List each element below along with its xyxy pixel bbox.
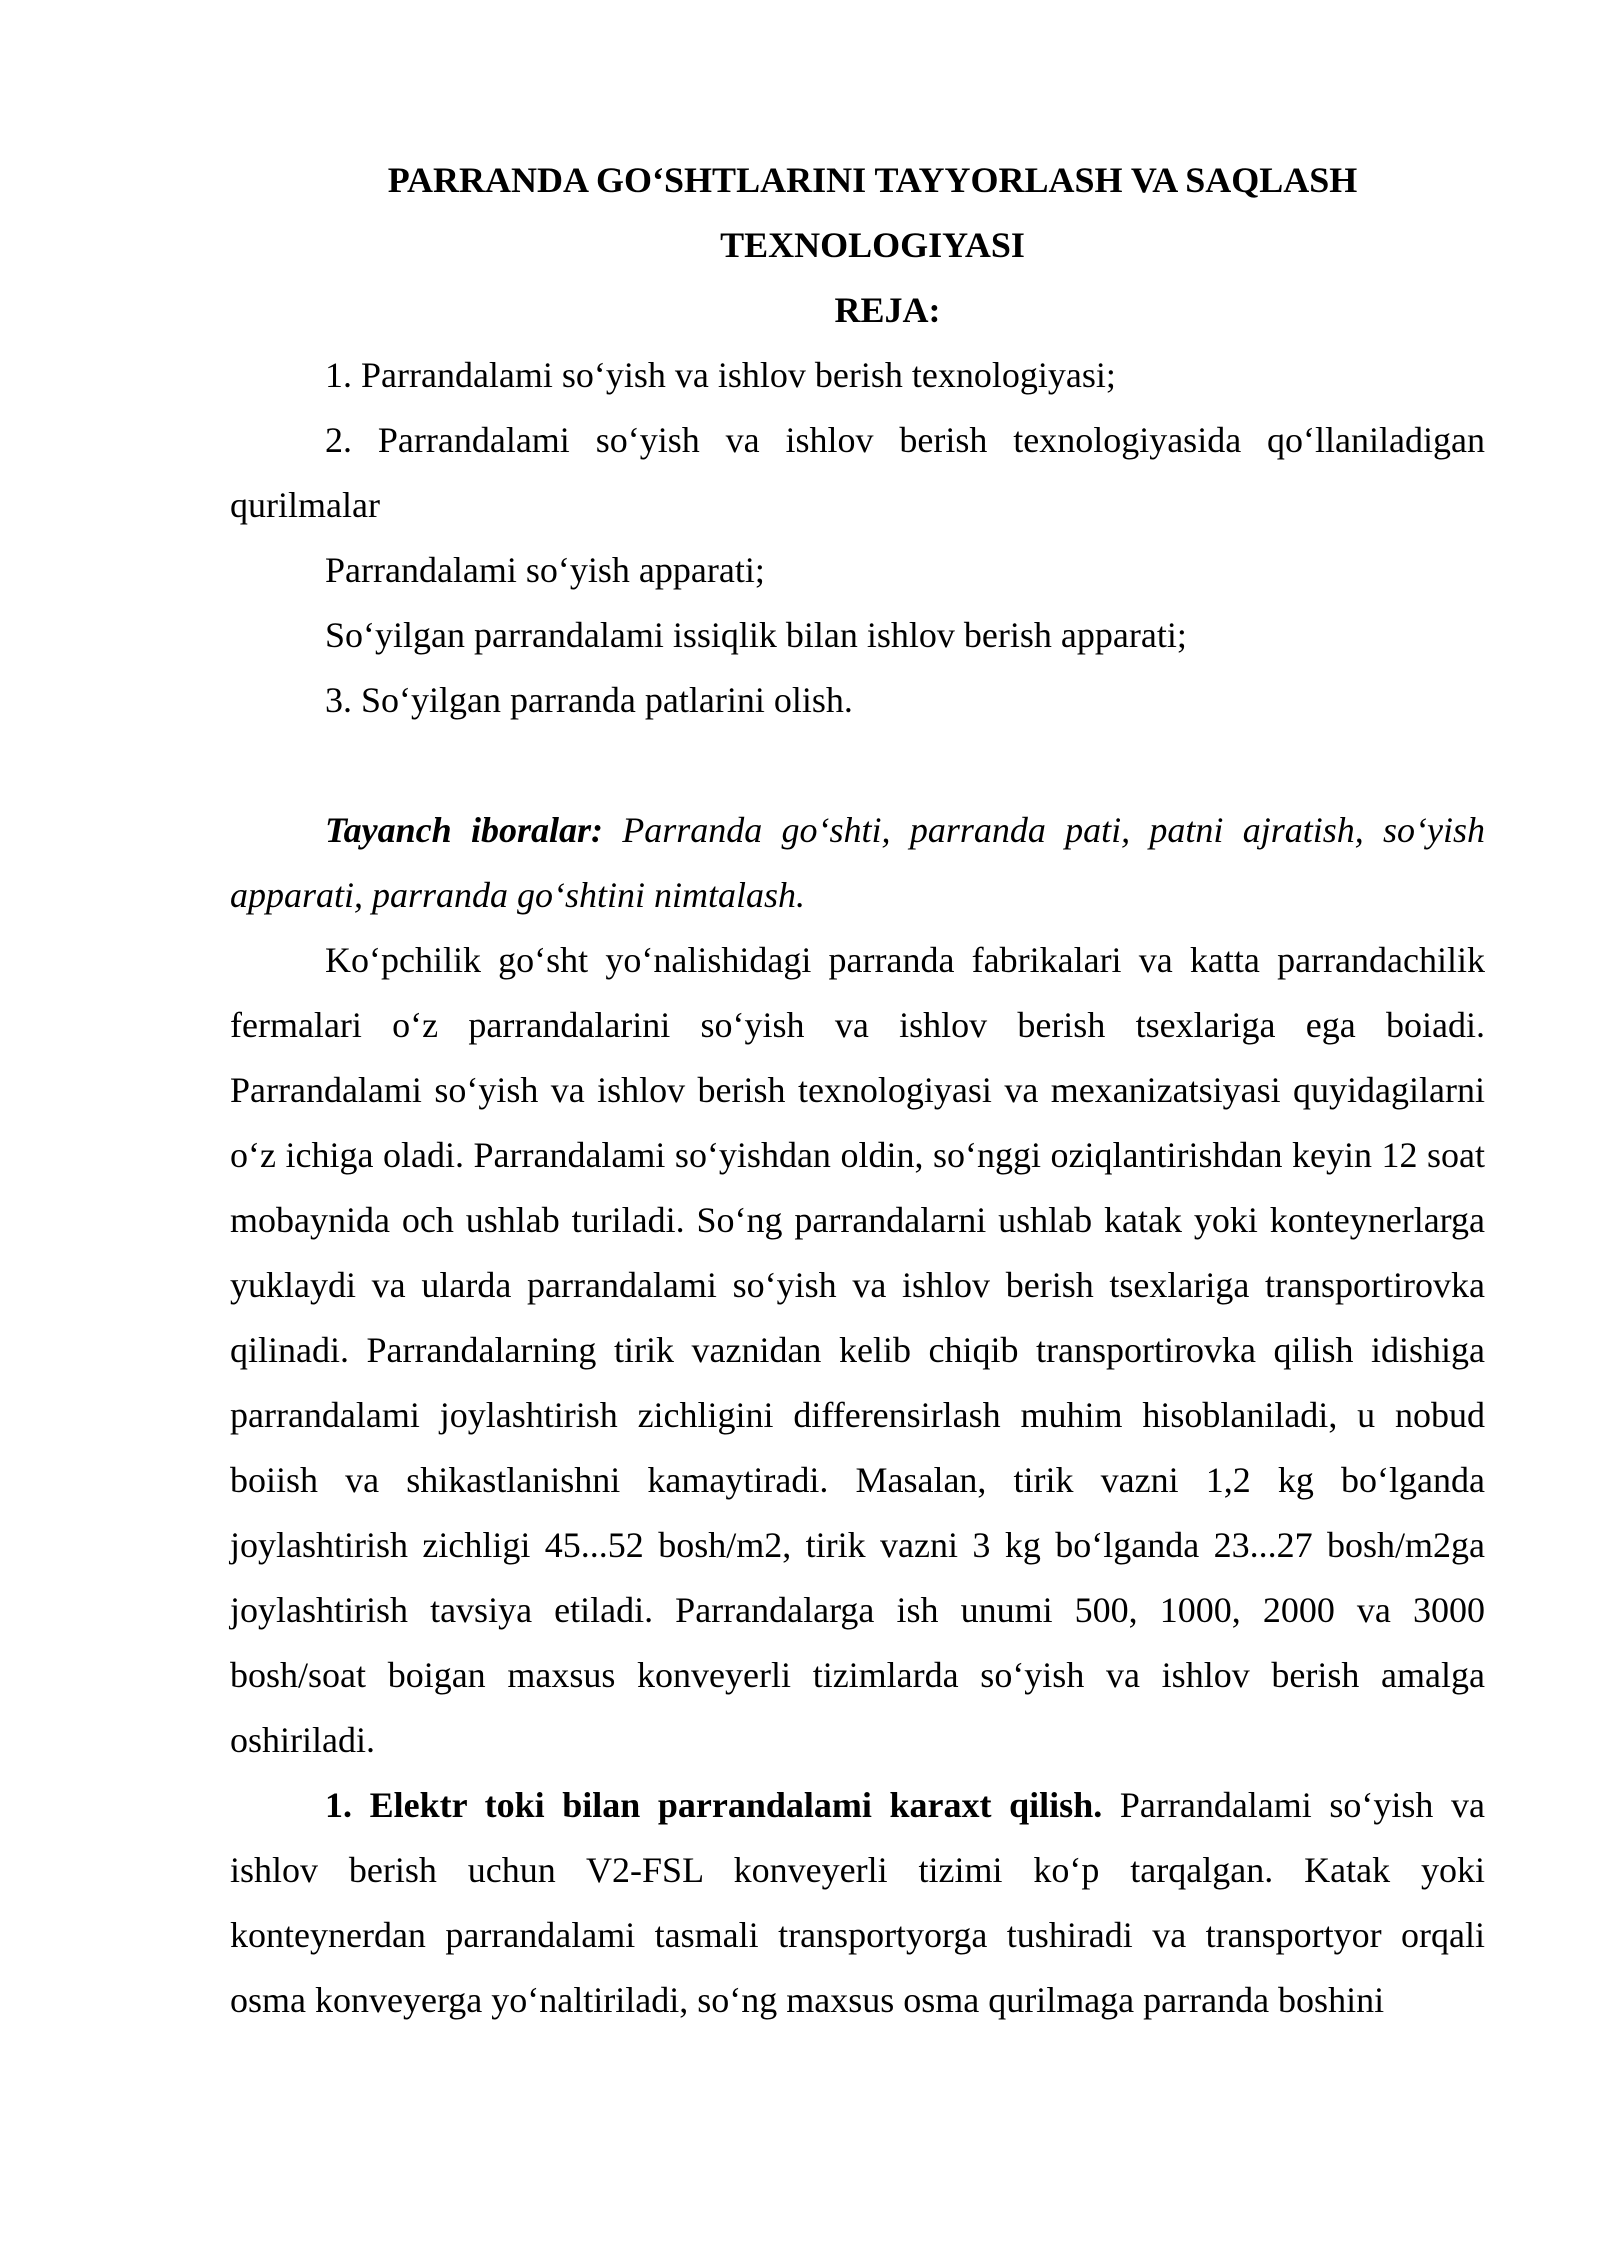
body-paragraph-1: Ko‘pchilik go‘sht yo‘nalishidagi parranda fabrikalari va katta parrandachilik fermalari o‘z parrandalarini so‘yish va ishlov berish tsexlariga ega boiadi. Parrandalami so‘yish va ishlov berish texnologiyasi va mexanizatsiyasi quyidagilarni o‘z ichiga oladi. Parrandalami so‘yishdan oldin, so‘nggi oziqlantirishdan keyin 12 soat mobaynida och ushlab turiladi. So‘ng parrandalarni ushlab katak yoki konteynerlarga yuklaydi va ularda parrandalami so‘yish va ishlov berish tsexlariga transportirovka qilinadi. Parrandalarning tirik vaznidan kelib chiqib transportirovka qilish idishiga parrandalami joylashtirish zichligini differensirlash muhim hisoblaniladi, u nobud boiish va shikastlanishni kamaytiradi. Masalan, tirik vazni 1,2 kg bo‘lganda joylashtirish zichligi 45...52 bosh/m2, tirik vazni 3 kg bo‘lganda 23...27 bosh/m2ga joylashtirish tavsiya etiladi. Parrandalarga ish unumi 500, 1000, 2000 va 3000 bosh/soat boigan maxsus konveyerli tizimlarda so‘yish va ishlov berish amalga oshiriladi. [230, 940, 1485, 1760]
plan-heading: REJA: [834, 290, 941, 330]
keywords-paragraph [230, 798, 1485, 928]
keywords-label: Tayanch iboralar: [325, 810, 603, 850]
keywords-text: Parranda go‘shti, parranda pati, patni ajratish, so‘yish apparati, parranda go‘shtini nimtalash. [230, 810, 1485, 915]
section-spacer [230, 733, 1485, 798]
document-page [230, 148, 1485, 2033]
plan-item-4: So‘yilgan parrandalami issiqlik bilan ishlov berish apparati; [325, 615, 1187, 655]
section-1-text: Parrandalami so‘yish va ishlov berish uchun V2-FSL konveyerli tizimi ko‘p tarqalgan. Katak yoki konteynerdan parrandalami tasmali transportyorga tushiradi va transportyor orqali osma konveyerga yo‘naltiriladi, so‘ng maxsus osma qurilmaga parranda boshini [230, 1785, 1486, 2020]
document-title-line2: TEXNOLOGIYASI [720, 225, 1025, 265]
section-1-paragraph [230, 1773, 1485, 2033]
plan-item-5: 3. So‘yilgan parranda patlarini olish. [325, 680, 853, 720]
plan-item-1: 1. Parrandalami so‘yish va ishlov berish texnologiyasi; [325, 355, 1116, 395]
plan-item-2: 2. Parrandalami so‘yish va ishlov berish texnologiyasida qo‘llaniladigan qurilmalar [230, 420, 1485, 525]
plan-item-3: Parrandalami so‘yish apparati; [325, 550, 765, 590]
section-1-heading: 1. Elektr toki bilan parrandalami karaxt qilish. [325, 1785, 1103, 1825]
document-title-line1: PARRANDA GO‘SHTLARINI TAYYORLASH VA SAQLASH [387, 160, 1358, 200]
